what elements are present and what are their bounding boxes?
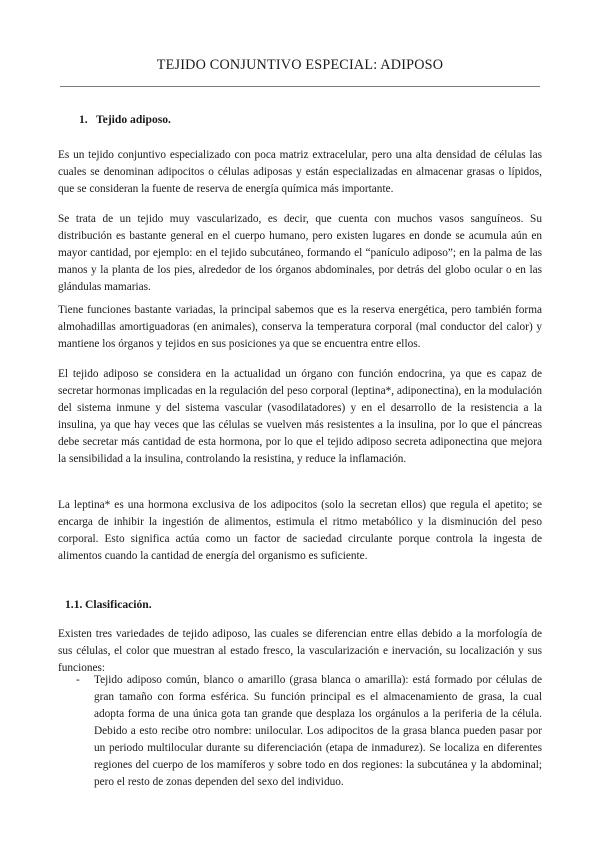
section-heading-1-1: [65, 596, 152, 613]
title-divider: [60, 86, 540, 87]
section-number: 1.1.: [65, 598, 83, 611]
paragraph-functions: Tiene funciones bastante variadas, la principal sabemos que es la reserva energética, pero también forma almohadillas amortiguadoras (en animales), conserva la temperatura corporal (mal conductor del calor) y mantiene los órganos y tejidos en sus posiciones ya que se encuentra entre ellos.: [58, 304, 542, 350]
paragraph-vascularization: Se trata de un tejido muy vascularizado, es decir, que cuenta con muchos vasos sanguíneos. Su distribución es bastante general en el cuerpo humano, pero existen lugares en donde se acumula aún en mayor cantidad, por ejemplo: en el tejido subcutáneo, formando el “panículo adiposo”; en la palma de las manos y la planta de los pies, alrededor de los órganos abdominales, por detrás del globo ocular o en las glándulas mamarias.: [58, 213, 542, 293]
paragraph-definition: Es un tejido conjuntivo especializado con poca matriz extracelular, pero una alta densidad de células las cuales se denominan adipocitos o células adiposas y están especializadas en almacenar grasas o lípidos, que se consideran la fuente de reserva de energía química más importante.: [58, 149, 542, 195]
section-number: 1.: [79, 113, 88, 126]
section-heading-text: Clasificación.: [85, 598, 152, 611]
list-dash: -: [76, 674, 80, 686]
paragraph-classification-intro: Existen tres variedades de tejido adiposo, las cuales se diferencian entre ellas debido a la morfología de sus células, el color que muestran al estado fresco, la vascularización e inervación, su localización y sus funciones:: [58, 628, 542, 674]
page-title: TEJIDO CONJUNTIVO ESPECIAL: ADIPOSO: [156, 57, 444, 73]
list-item: [58, 672, 542, 791]
section-heading-text: Tejido adiposo.: [96, 113, 171, 126]
list-item-text: Tejido adiposo común, blanco o amarillo (grasa blanca o amarilla): está formado por células de gran tamaño con forma esférica. Su función principal es el almacenamiento de grasa, la cual adopta forma de una única gota tan grande que desplaza los orgánulos a la periferia de la célula. Debido a esto recibe otro nombre: unilocular. Los adipocitos de la grasa blanca pueden pasar por un periodo multilocular durante su diferenciación (etapa de inmadurez). Se localiza en diferentes regiones del cuerpo de los mamíferos y sobre todo en dos regiones: la subcutánea y la abdominal; pero el resto de zonas dependen del sexo del individuo.: [94, 674, 542, 788]
paragraph-leptin: La leptina* es una hormona exclusiva de los adipocitos (solo la secretan ellos) que regula el apetito; se encarga de inhibir la ingestión de alimentos, estimula el ritmo metabólico y la disminución del peso corporal. Esto significa actúa como un factor de saciedad circulante porque controla la ingesta de alimentos cuando la cantidad de energía del organismo es suficiente.: [58, 499, 542, 562]
paragraph-endocrine: El tejido adiposo se considera en la actualidad un órgano con función endocrina, ya que es capaz de secretar hormonas implicadas en la regulación del peso corporal (leptina*, adiponectina), en la modulación del sistema inmune y del sistema vascular (vasodilatadores) y en el desarrollo de la resistencia a la insulina, ya que hay veces que las células se vuelven más resistentes a la insulina, por lo que el páncreas debe secretar más cantidad de esta hormona, por lo que el tejido adiposo secreta adiponectina que mejora la sensibilidad a la insulina, controlando la resistina, y reduce la inflamación.: [58, 368, 542, 465]
classification-list: [58, 672, 542, 791]
section-heading-1: [79, 111, 171, 128]
